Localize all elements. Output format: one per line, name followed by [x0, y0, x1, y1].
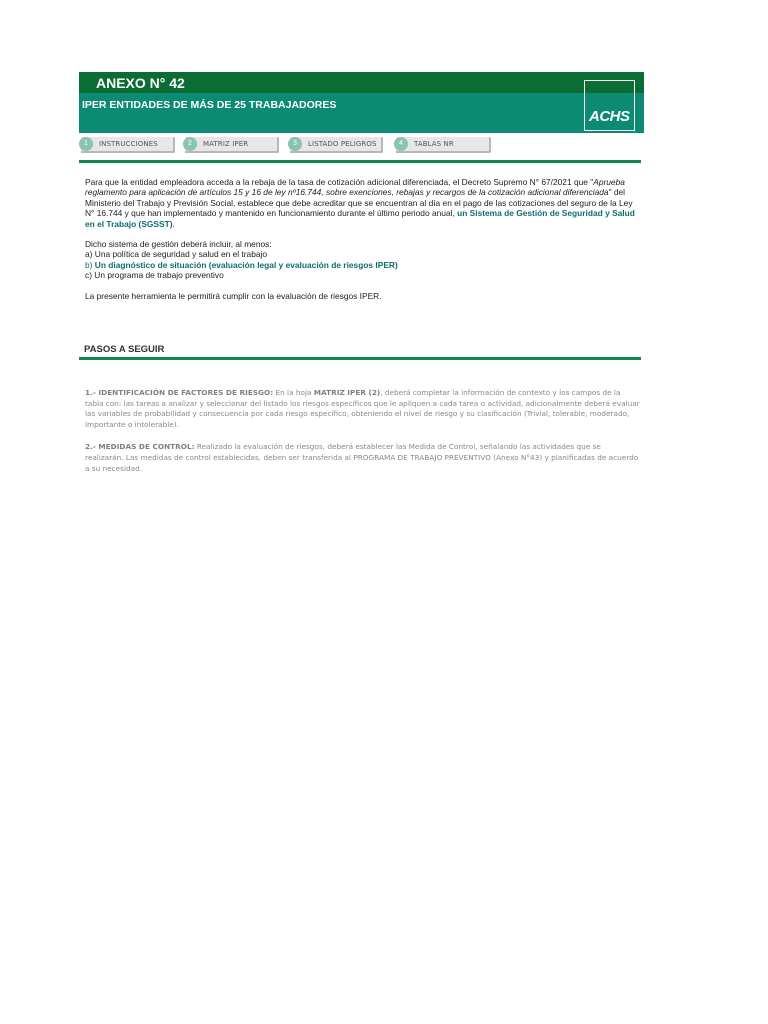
tab-number-badge: 2: [183, 137, 197, 151]
tab-tablas-nr[interactable]: [396, 137, 491, 153]
tab-navigation: [79, 135, 644, 157]
tab-matriz-iper[interactable]: [185, 137, 279, 153]
tab-number-badge: 4: [394, 137, 408, 151]
achs-logo: [584, 80, 635, 131]
tab-number-badge: 1: [79, 137, 93, 151]
intro-text-part: " del Ministerio del Trabajo y Previsión Social, establece que debe acreditar que se encuentran al día en el pago de las cotizaciones del seguro de la Ley N° 16.744 y que han implementado y mantenido en funcionamiento durante el último periodo anual,: [85, 187, 633, 219]
step-1-title: 1.- IDENTIFICACIÓN DE FACTORES DE RIESGO:: [85, 388, 274, 397]
intro-text: [85, 177, 641, 301]
step-1-sheet-ref: MATRIZ IPER (2): [313, 388, 381, 397]
tab-label: INSTRUCCIONES: [99, 140, 158, 148]
step-2-title: 2.- MEDIDAS DE CONTROL:: [85, 442, 195, 452]
decree-title: Aprueba reglamento para aplicación de artículos 15 y 16 de ley nº16.744, sobre exenciones, rebajas y recargos de la cotización adicional diferenciada: [85, 177, 625, 198]
sgsst-highlight: un Sistema de Gestión de Seguridad y Salud en el Trabajo (SGSST): [85, 208, 635, 229]
section-divider: [79, 357, 641, 360]
tool-purpose: La presente herramienta le permitirá cumplir con la evaluación de riesgos IPER.: [85, 290, 382, 301]
tab-listado-peligros[interactable]: [290, 137, 383, 153]
requirement-b: [85, 260, 641, 270]
requirement-a: a) Una política de seguridad y salud en el trabajo: [85, 249, 268, 260]
tab-label: MATRIZ IPER: [203, 140, 249, 148]
annex-title: ANEXO N° 42: [96, 75, 185, 91]
step-text: Realizado la evaluación de riesgos, deberá establecer las Medida de Control, señalando las actividades que se realizarán. Las medidas de control establecidas, deben ser transferida al PROGRAMA DE TRABAJO PREVENTIVO (Anexo N°43) y planificadas de acuerdo a su necesidad.: [85, 442, 639, 473]
requirement-c: c) Un programa de trabajo preventivo: [85, 270, 224, 281]
steps-list: [85, 388, 641, 474]
requirement-b-prefix: b): [85, 259, 95, 270]
step-text: , deberá completar la información de contexto y los campos de la tabla con: las tareas a analizar y seleccionar del listado los riesgos específicos que le apliquen a cada tarea o actividad, adicionalmente deberá evaluar las variables de probabilidad y consecuencia por cada riesgo específico, obteniendo el nivel de riesgo y su clasificación (Trivial, tolerable, moderado, importante o intolerable).: [85, 388, 640, 429]
step-text: En la hoja: [273, 388, 314, 397]
intro-text-part: .: [172, 218, 175, 229]
intro-text-part: Para que la entidad empleadora acceda a la rebaja de la tasa de cotización adicional diferenciada, el Decreto Supremo N° 67/2021 que ": [85, 177, 594, 187]
step-1: [85, 388, 641, 430]
section-title: PASOS A SEGUIR: [84, 344, 165, 355]
logo-text: ACHS: [589, 108, 630, 125]
intro-paragraph: [85, 177, 641, 229]
requirement-b-text: Un diagnóstico de situación (evaluación legal y evaluación de riesgos IPER): [94, 259, 398, 270]
requirements-lead: Dicho sistema de gestión deberá incluir, al menos:: [85, 239, 272, 250]
step-2: [85, 442, 641, 474]
tab-label: LISTADO PELIGROS: [308, 140, 377, 148]
tab-number-badge: 3: [288, 137, 302, 151]
tab-instrucciones[interactable]: [81, 137, 175, 153]
tab-label: TABLAS NR: [414, 140, 454, 148]
header-divider: [79, 160, 641, 163]
annex-subtitle: IPER ENTIDADES DE MÁS DE 25 TRABAJADORES: [82, 99, 337, 111]
header-banner: [79, 72, 644, 133]
